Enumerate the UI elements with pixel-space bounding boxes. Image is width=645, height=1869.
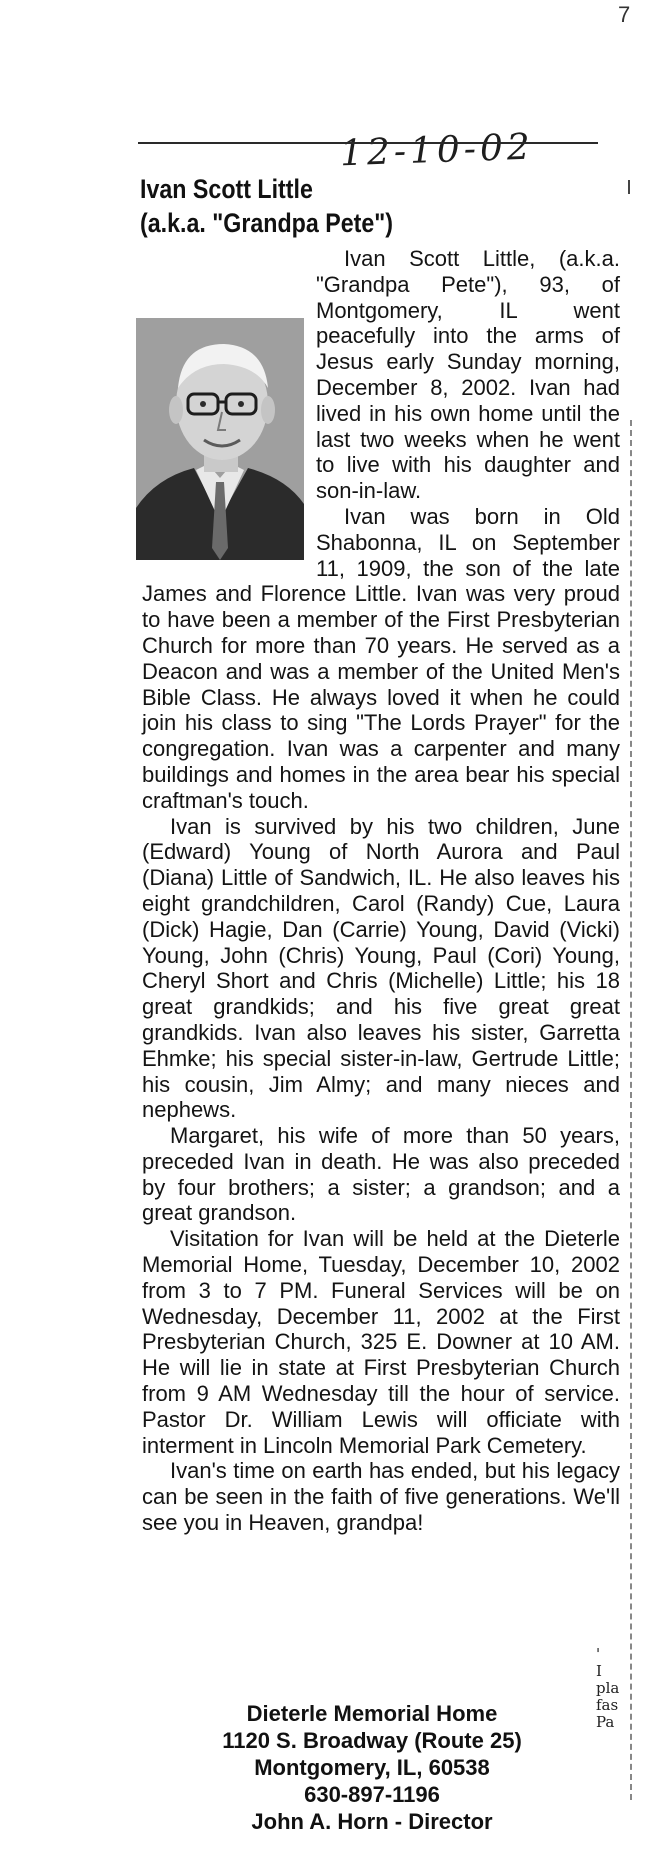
adjacent-fragment-line: Pa (596, 1713, 615, 1731)
funeral-home-city: Montgomery, IL, 60538 (254, 1755, 490, 1780)
corner-mark: 7 (618, 2, 631, 27)
funeral-home-street: 1120 S. Broadway (Route 25) (222, 1728, 522, 1753)
funeral-home-phone: 630-897-1196 (304, 1782, 440, 1807)
funeral-home-director: John A. Horn - Director (251, 1809, 493, 1834)
paragraph-preceded: Margaret, his wife of more than 50 years, preceded Ivan in death. He was also preceded by four brothers; a sister; a grandson; and a great grandson. (142, 1123, 620, 1226)
paragraph-biography: Ivan was born in Old Shabonna, IL on September 11, 1909, the son of the late James and Florence Little. Ivan was very proud to have been a member of the First Presbyterian Church for more than 70 years. He served as a Deacon and was a member of the United Men's Bible Class. He always loved it when he could join his class to sing "The Lords Prayer" for the congregation. Ivan was a carpenter and many buildings and homes in the area bear his special craftman's touch. (142, 503, 620, 813)
funeral-home-name: Dieterle Memorial Home (246, 1701, 498, 1726)
clipping-top-rule (138, 142, 598, 144)
adjacent-clipping-fragment (596, 1646, 644, 1731)
adjacent-fragment-line: fas (596, 1696, 619, 1714)
adjacent-fragment-line: I (596, 1662, 602, 1680)
paragraph-services: Visitation for Ivan will be held at the Dieterle Memorial Home, Tuesday, December 10, 2002 from 3 to 7 PM. Funeral Services will be on Wednesday, December 11, 2002 at the First Presbyterian Church, 325 E. Downer at 10 AM. He will lie in state at First Presbyterian Church from 9 AM Wednesday till the hour of service. Pastor Dr. William Lewis will officiate with interment in Lincoln Memorial Park Cemetery. (142, 1226, 620, 1458)
portrait-photo-icon (136, 318, 304, 560)
headline-aka: (a.k.a. "Grandpa Pete") (140, 208, 394, 238)
paragraph-opening: Ivan Scott Little, (a.k.a. "Grandpa Pete"), 93, of Montgomery, IL went peacefully into the arms of Jesus early Sunday morning, December 8, 2002. Ivan had lived in his own home until the last two weeks when he went to live with his daughter and son-in-law. (316, 246, 620, 504)
clipping-margin-line (630, 420, 632, 1800)
obituary-headline (140, 172, 536, 240)
handwritten-date: 12-10-02 (339, 126, 535, 175)
paragraph-closing: Ivan's time on earth has ended, but his legacy can be seen in the faith of five generations. We'll see you in Heaven, grandpa! (142, 1458, 620, 1536)
headline-name: Ivan Scott Little (140, 174, 313, 204)
funeral-home-footer (142, 1700, 602, 1835)
margin-tick (628, 180, 630, 194)
adjacent-fragment-line: ' (596, 1646, 601, 1663)
paragraph-survivors: Ivan is survived by his two children, June (Edward) Young of North Aurora and Paul (Diana) Little of Sandwich, IL. He also leaves his eight grandchildren, Carol (Randy) Cue, Laura (Dick) Hagie, Dan (Carrie) Young, David (Vicki) Young, John (Chris) Young, Paul (Cori) Young, Cheryl Short and Chris (Michelle) Little; his 18 great grandkids; and his five great great grandkids. Ivan also leaves his sister, Garretta Ehmke; his special sister-in-law, Gertrude Little; his cousin, Jim Almy; and many nieces and nephews. (142, 813, 620, 1123)
adjacent-fragment-line: pla (596, 1679, 620, 1697)
